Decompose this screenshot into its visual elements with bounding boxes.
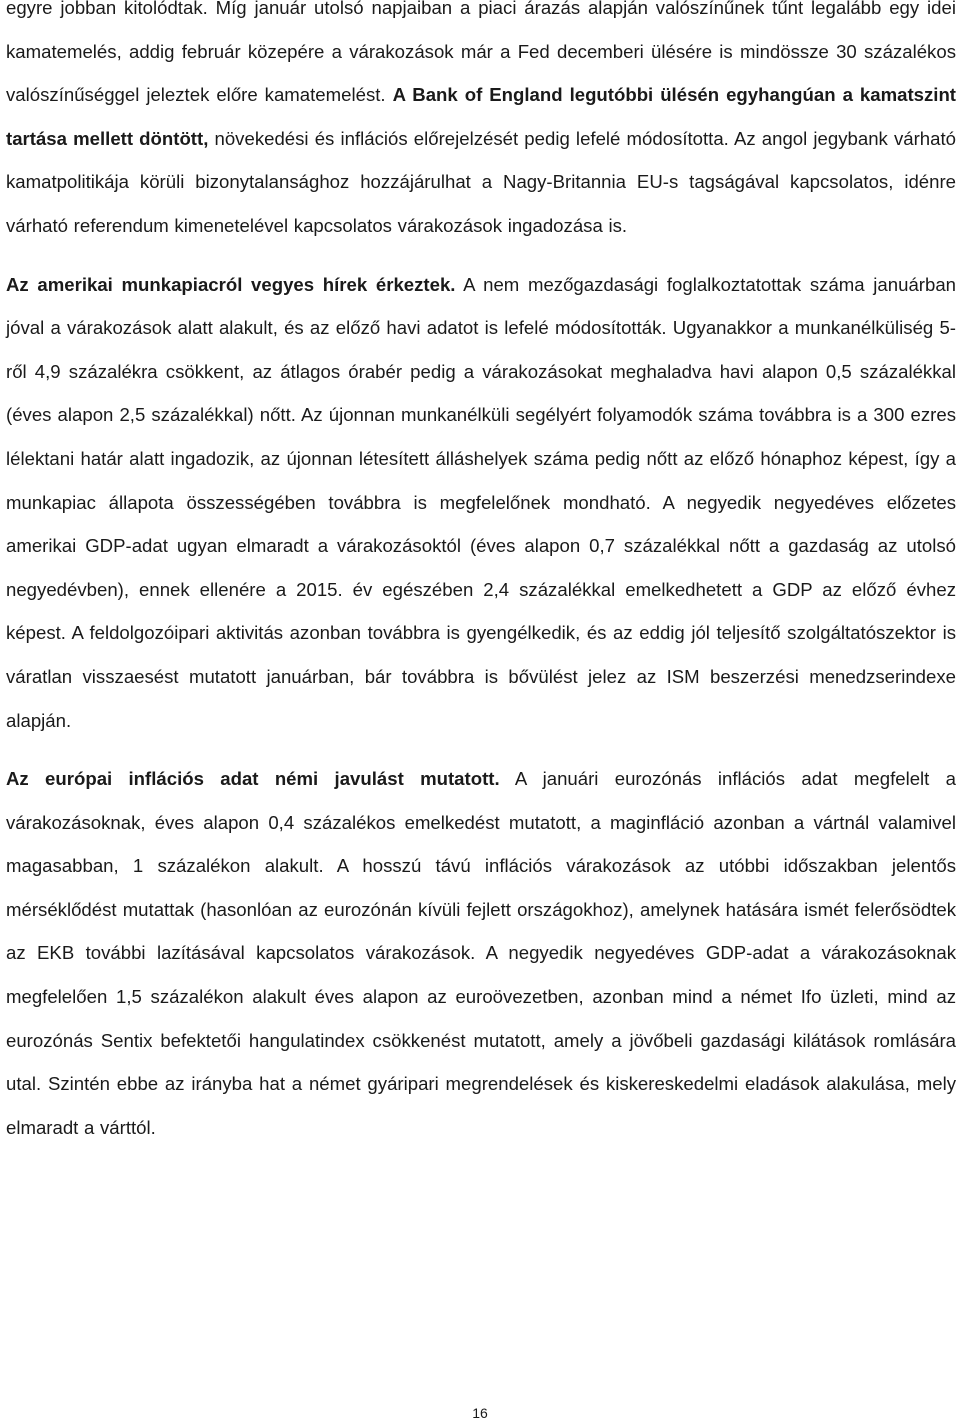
paragraph-european-inflation (6, 757, 956, 1149)
page-number: 16 (472, 1405, 488, 1421)
paragraph-heading: Az európai inflációs adat némi javulást mutatott. (6, 768, 500, 790)
paragraph-text: egyre jobban kitolódtak. Míg január utolsó napjaiban a piaci árazás alapján valószínűnek tűnt legalább egy idei kamatemelés, addig február közepére a várakozások már a Fed decemberi ülésére is mindössze 30 százalékos valószínűséggel jeleztek előre kamatemelést. (6, 0, 956, 106)
paragraph-emphasis: A Bank of England legutóbbi ülésén egyhangúan a kamatszint tartása mellett döntött, (6, 84, 956, 149)
paragraph-us-labor-market (6, 263, 956, 743)
paragraph-heading: Az amerikai munkapiacról vegyes hírek érkeztek. (6, 273, 456, 295)
paragraph-text: növekedési és inflációs előrejelzését pedig lefelé módosította. Az angol jegybank várható kamatpolitikája körüli bizonytalansághoz hozzájárulhat a Nagy-Britannia EU-s tagságával kapcsolatos, idénre várható referendum kimenetelével kapcsolatos várakozások ingadozása is. (6, 127, 956, 236)
paragraph-text: A januári eurozónás inflációs adat megfelelt a várakozásoknak, éves alapon 0,4 százalékos emelkedést mutatott, a maginfláció azonban a vártnál valamivel magasabban, 1 százalékon alakult. A hosszú távú inflációs várakozások az utóbbi időszakban jelentős mérséklődést mutattak (hasonlóan az eurozónán kívüli fejlett országokhoz), amelynek hatására ismét felerősödtek az EKB további lazításával kapcsolatos várakozások. A negyedik negyedéves GDP-adat a várakozásoknak megfelelően 1,5 százalékon alakult éves alapon az euroövezetben, azonban mind a német Ifo üzleti, mind az eurozónás Sentix befektetői hangulatindex csökkenést mutatott, amely a jövőbeli gazdasági kilátások romlására utal. Szintén ebbe az irányba hat a német gyáripari megrendelések és kiskereskedelmi eladások alakulása, mely elmaradt a várttól. (6, 768, 957, 1138)
paragraph-bank-of-england (6, 0, 956, 248)
paragraph-text: A nem mezőgazdasági foglalkoztatottak száma januárban jóval a várakozások alatt alakult, és az előző havi adatot is lefelé módosították. Ugyanakkor a munkanélküliség 5-ről 4,9 százalékra csökkent, az átlagos órabér pedig a várakozásokat meghaladva havi alapon 0,5 százalékkal (éves alapon 2,5 százalékkal) nőtt. Az újonnan munkanélküli segélyért folyamodók száma továbbra is a 300 ezres lélektani határ alatt ingadozik, az újonnan létesített álláshelyek száma pedig nőtt az előző hónaphoz képest, így a munkapiac állapota összességében továbbra is megfelelőnek mondható. A negyedik negyedéves előzetes amerikai GDP-adat ugyan elmaradt a várakozásoktól (éves alapon 0,7 százalékkal nőtt a gazdaság az utolsó negyedévben), ennek ellenére a 2015. év egészében 2,4 százalékkal emelkedhetett a GDP az előző évhez képest. A feldolgozóipari aktivitás azonban továbbra is gyengélkedik, és az eddig jól teljesítő szolgáltatószektor is váratlan visszaesést mutatott januárban, bár továbbra is bővülést jelez az ISM beszerzési menedzserindexe alapján. (6, 273, 956, 731)
document-page (6, 0, 956, 1149)
